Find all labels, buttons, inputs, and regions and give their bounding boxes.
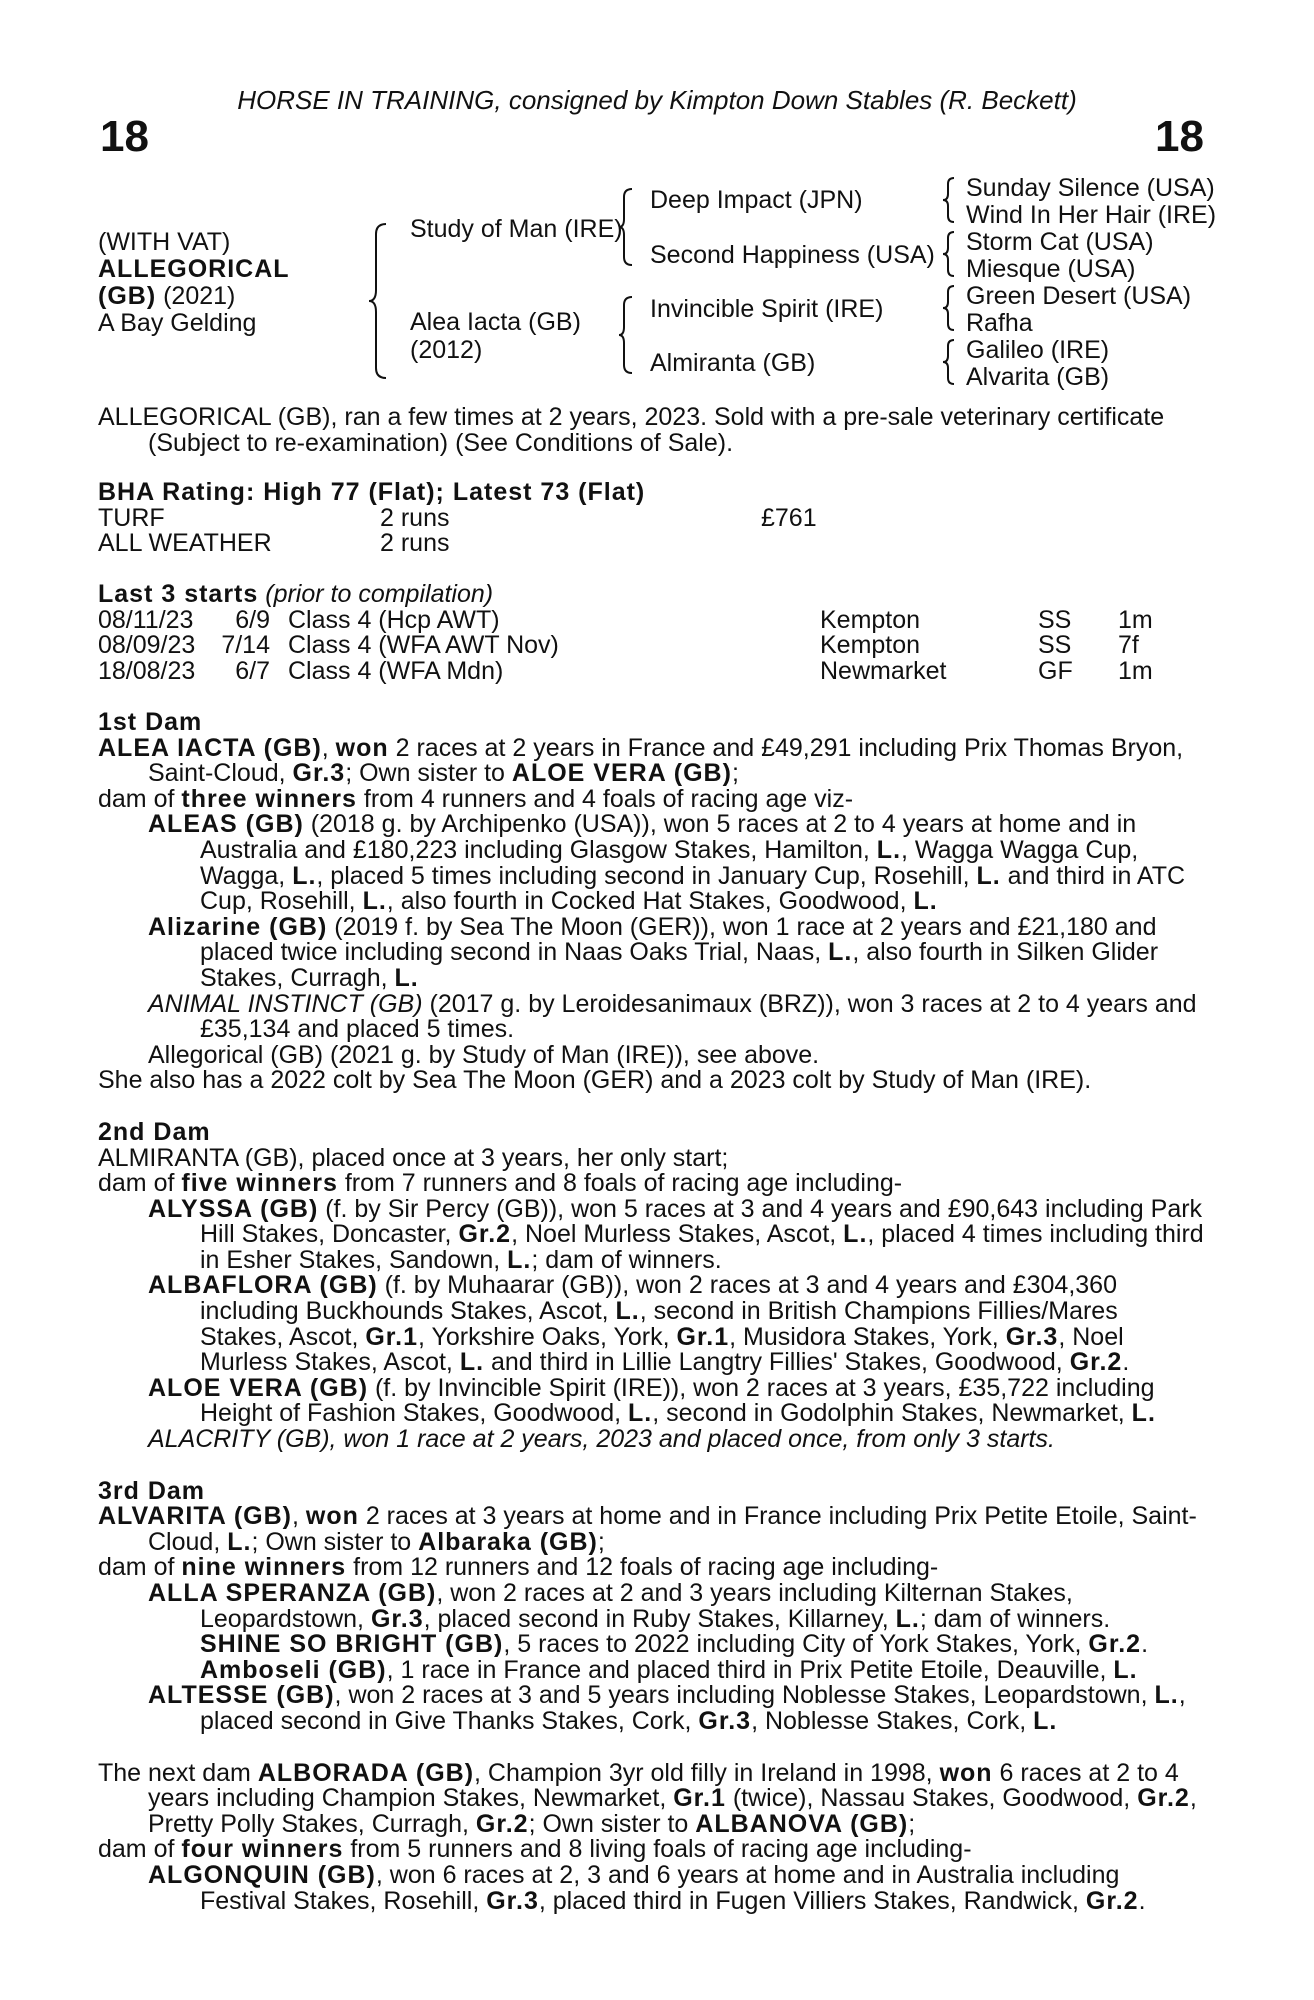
- text-run: ; Own sister to: [345, 759, 512, 788]
- text-run: (twice), Nassau Stakes, Goodwood,: [725, 1784, 1138, 1813]
- list-item: [98, 989, 1208, 1044]
- text-run: , also fourth in Silken Glider Stakes, Curragh,: [200, 938, 1159, 992]
- offspring-name: ALYSSA (GB): [148, 1194, 319, 1223]
- starts-title: Last 3 starts: [98, 580, 259, 608]
- sd-dam: Miesque (USA): [966, 255, 1136, 283]
- text-run: L.: [507, 1245, 532, 1274]
- text-run: three winners: [181, 784, 357, 813]
- dam2-record: ALMIRANTA (GB), placed once at 3 years, her only start;: [98, 1143, 729, 1172]
- turf-label: TURF: [98, 503, 165, 532]
- offspring-name: ALACRITY (GB): [148, 1425, 330, 1454]
- table-row: [98, 531, 817, 557]
- table-row: [98, 608, 1153, 634]
- text-run: ALOE VERA (GB): [511, 759, 732, 788]
- text-run: , second in British Champions Fillies/Mares Stakes, Ascot,: [200, 1297, 1118, 1351]
- sire-name: Study of Man (IRE): [410, 215, 623, 243]
- text-run: , second in Godolphin Stakes, Newmarket,: [652, 1399, 1132, 1428]
- dam-dam: Almiranta (GB): [650, 349, 816, 377]
- dam1-record: [98, 733, 1208, 788]
- list-item: [98, 1581, 1208, 1632]
- sd-brace-icon: [942, 230, 956, 278]
- text-run: Gr.3: [1005, 1322, 1059, 1351]
- text-run: 2 races at 2 years in France and £49,291 including Prix Thomas Bryon, Saint-Cloud,: [148, 733, 1184, 788]
- start-race: Class 4 (Hcp AWT): [288, 605, 500, 634]
- dam1-title: 1st Dam: [98, 708, 203, 736]
- horse-description: A Bay Gelding: [98, 309, 257, 337]
- text-run: L.: [976, 861, 1001, 890]
- rating-table: [98, 503, 817, 558]
- dam-brace-icon: [618, 295, 634, 375]
- text-run: and third in ATC Cup, Rosehill,: [200, 861, 1186, 916]
- text-run: L.: [292, 861, 317, 890]
- text-run: Gr.2: [458, 1220, 512, 1249]
- dam3-name: ALVARITA (GB): [98, 1502, 292, 1531]
- offspring-name: ALLA SPERANZA (GB): [148, 1579, 437, 1607]
- text-run: (f. by Invincible Spirit (IRE)), won 2 races at 3 years, £35,722 including Height of Fashion Stakes, Goodwood,: [200, 1373, 1155, 1428]
- text-run: L.: [227, 1527, 252, 1556]
- text-run: Gr.3: [698, 1706, 752, 1735]
- start-distance: 1m: [1118, 605, 1153, 634]
- text-run: , Noel Murless Stakes, Ascot,: [511, 1220, 844, 1249]
- start-distance: 7f: [1118, 631, 1139, 660]
- starts-table: [98, 605, 1153, 685]
- offspring-name: ALEAS (GB): [148, 810, 304, 839]
- dd-sire: Galileo (IRE): [966, 336, 1110, 364]
- dam2-title: 2nd Dam: [98, 1117, 211, 1146]
- start-position: 7/14: [221, 631, 270, 660]
- start-date: 08/09/23: [98, 631, 196, 660]
- rating-section: [98, 480, 1208, 557]
- text-run: dam of: [98, 1835, 182, 1864]
- text-run: (f. by Muhaarar (GB)), won 2 races at 3 and 4 years and £304,360 including Buckhounds Stakes, Ascot,: [200, 1271, 1117, 1326]
- text-run: , placed third in Fugen Villiers Stakes, Randwick,: [538, 1886, 1086, 1915]
- offspring-name: SHINE SO BRIGHT (GB): [200, 1630, 504, 1659]
- table-row: [98, 633, 1153, 659]
- summary-line-1: ALLEGORICAL (GB), ran a few times at 2 years, 2023. Sold with a pre-sale veterinary certificate: [98, 403, 1165, 431]
- text-run: , placed 5 times including second in January Cup, Rosehill,: [316, 861, 977, 890]
- turf-runs: 2 runs: [380, 503, 450, 532]
- text-run: , placed second in Give Thanks Stakes, Cork,: [200, 1681, 1186, 1735]
- text-run: dam of: [98, 1553, 182, 1582]
- turf-prize: £761: [761, 503, 817, 532]
- text-run: .: [1138, 1886, 1146, 1915]
- consignor-header: HORSE IN TRAINING, consigned by Kimpton Down Stables (R. Beckett): [237, 85, 1077, 115]
- dam1-name: ALEA IACTA (GB): [98, 733, 322, 762]
- starts-section: [98, 582, 1208, 684]
- text-run: won: [939, 1758, 993, 1787]
- starts-heading: [98, 582, 1208, 608]
- text-run: L.: [876, 835, 902, 864]
- text-run: won: [335, 733, 389, 762]
- start-date: 18/08/23: [98, 656, 196, 685]
- text-run: five winners: [181, 1169, 338, 1198]
- ss-sire: Sunday Silence (USA): [966, 174, 1215, 202]
- text-run: , won 2 races at 2 and 3 years including Kilternan Stakes, Leopardstown,: [200, 1579, 1073, 1633]
- text-run: Gr.2: [1085, 1886, 1139, 1915]
- list-item: [98, 1373, 1208, 1428]
- horse-country: (GB): [98, 282, 157, 310]
- text-run: L.: [394, 963, 419, 992]
- dam1-other-foals: She also has a 2022 colt by Sea The Moon (GER) and a 2023 colt by Study of Man (IRE).: [98, 1066, 1092, 1095]
- dam-sire: Invincible Spirit (IRE): [650, 295, 884, 323]
- horse-year: (2021): [156, 282, 236, 310]
- list-item: [98, 812, 1208, 914]
- text-run: Gr.3: [370, 1604, 424, 1633]
- start-going: SS: [1038, 605, 1072, 634]
- text-run: , won 6 races at 2, 3 and 6 years at home and in Australia including Festival Stakes, Rosehill,: [200, 1860, 1120, 1915]
- text-run: ;: [908, 1809, 916, 1838]
- text-run: , won 1 race at 2 years, 2023 and placed once, from only 3 starts.: [329, 1425, 1055, 1454]
- text-run: ALBANOVA (GB): [695, 1809, 909, 1838]
- text-run: , 1 race in France and placed third in Prix Petite Etoile, Deauville,: [386, 1655, 1114, 1684]
- text-run: L.: [895, 1604, 920, 1633]
- text-run: 6 races at 2 to 4 years including Champion Stakes, Newmarket,: [148, 1758, 1179, 1813]
- dd-dam: Alvarita (GB): [966, 363, 1110, 391]
- list-item: [98, 1194, 1208, 1274]
- list-item: [98, 1655, 1208, 1684]
- sire-dam: Second Happiness (USA): [650, 241, 935, 269]
- text-run: L.: [913, 887, 938, 916]
- text-run: Gr.2: [1088, 1630, 1142, 1659]
- list-item: [98, 912, 1208, 992]
- text-run: L.: [828, 938, 853, 967]
- start-position: 6/7: [235, 656, 270, 685]
- table-row: [98, 659, 1153, 685]
- start-going: SS: [1038, 631, 1072, 660]
- text-run: Gr.2: [475, 1809, 529, 1838]
- text-run: Albaraka (GB): [418, 1527, 598, 1556]
- offspring-name: ALGONQUIN (GB): [148, 1860, 376, 1889]
- text-run: .: [1141, 1630, 1149, 1659]
- text-run: L.: [628, 1399, 653, 1428]
- start-course: Kempton: [820, 631, 921, 660]
- text-run: , Champion 3yr old filly in Ireland in 1998,: [474, 1758, 940, 1787]
- text-run: , Yorkshire Oaks, York,: [418, 1322, 677, 1351]
- horse-name: ALLEGORICAL: [98, 255, 290, 283]
- sire-sire: Deep Impact (JPN): [650, 186, 863, 214]
- text-run: (2018 g. by Archipenko (USA)), won 5 races at 2 to 4 years at home and in Australia and £180,223 including Glasgow Stakes, Hamilton,: [200, 810, 1137, 864]
- start-race: Class 4 (WFA Mdn): [288, 656, 504, 685]
- aw-label: ALL WEATHER: [98, 529, 272, 558]
- dam2-produce: [98, 1171, 1208, 1197]
- text-run: Gr.2: [1137, 1784, 1190, 1813]
- dam3-produce: [98, 1555, 1208, 1581]
- start-course: Newmarket: [820, 656, 947, 685]
- next-dam-name: ALBORADA (GB): [257, 1758, 475, 1787]
- dam3-title: 3rd Dam: [98, 1476, 206, 1505]
- aw-runs: 2 runs: [380, 529, 450, 558]
- text-run: won: [305, 1502, 359, 1531]
- text-run: ; dam of winners.: [531, 1245, 722, 1274]
- start-going: GF: [1038, 656, 1073, 685]
- text-run: , Wagga Wagga Cup, Wagga,: [200, 835, 1139, 890]
- text-run: dam of: [98, 1169, 182, 1198]
- text-run: 2 races at 3 years at home and in France including Prix Petite Etoile, Saint-Cloud,: [148, 1502, 1197, 1556]
- offspring-name: ALBAFLORA (GB): [148, 1271, 378, 1300]
- text-run: , Pretty Polly Stakes, Curragh,: [148, 1784, 1197, 1838]
- text-run: , also fourth in Cocked Hat Stakes, Goodwood,: [386, 887, 914, 916]
- text-run: four winners: [181, 1835, 344, 1864]
- offspring-name: ALTESSE (GB): [148, 1681, 335, 1710]
- table-row: [98, 506, 817, 532]
- text-run: L.: [1113, 1655, 1138, 1684]
- text-run: ; Own sister to: [528, 1809, 696, 1838]
- offspring-name: ALOE VERA (GB): [148, 1373, 369, 1402]
- text-run: L.: [362, 887, 387, 916]
- ss-brace-icon: [942, 176, 956, 224]
- text-run: , Noblesse Stakes, Cork,: [751, 1706, 1034, 1735]
- list-item: [98, 1427, 1208, 1453]
- offspring-name: Alizarine (GB): [148, 912, 328, 941]
- next-dam-record: [98, 1758, 1208, 1838]
- offspring-name: ANIMAL INSTINCT (GB): [148, 989, 423, 1018]
- text-run: , 5 races to 2022 including City of York Stakes, York,: [503, 1630, 1089, 1659]
- text-run: , placed 4 times including third in Esher Stakes, Sandown,: [200, 1220, 1204, 1274]
- sd-sire: Storm Cat (USA): [966, 228, 1154, 256]
- starts-note: (prior to compilation): [258, 580, 494, 608]
- list-item: [98, 1683, 1208, 1734]
- text-run: nine winners: [181, 1553, 347, 1582]
- text-run: (2017 g. by Leroidesanimaux (BRZ)), won 3 races at 2 to 4 years and £35,134 and placed 5 times.: [200, 989, 1197, 1044]
- text-run: , placed second in Ruby Stakes, Killarney,: [423, 1604, 896, 1633]
- main-brace-icon: [368, 222, 388, 380]
- vat-note: (WITH VAT): [98, 228, 231, 256]
- text-run: from 4 runners and 4 foals of racing age viz-: [356, 784, 854, 813]
- text-run: , Noel Murless Stakes, Ascot,: [200, 1322, 1124, 1377]
- text-run: L.: [843, 1220, 868, 1249]
- summary: [98, 405, 1208, 456]
- start-course: Kempton: [820, 605, 921, 634]
- text-run: L.: [615, 1297, 640, 1326]
- ss-dam: Wind In Her Hair (IRE): [966, 201, 1217, 229]
- text-run: ,: [321, 733, 336, 762]
- text-run: ,: [291, 1502, 306, 1531]
- text-run: Gr.2: [1069, 1348, 1123, 1377]
- text-run: L.: [1131, 1399, 1156, 1428]
- text-run: ;: [731, 759, 739, 788]
- ds-dam: Rafha: [966, 309, 1033, 337]
- ds-brace-icon: [942, 284, 956, 332]
- text-run: (f. by Sir Percy (GB)), won 5 races at 3 and 4 years and £90,643 including Park Hill Stakes, Doncaster,: [200, 1194, 1203, 1249]
- text-run: .: [1122, 1348, 1130, 1377]
- text-run: dam of: [98, 784, 182, 813]
- text-run: L.: [1154, 1681, 1179, 1710]
- text-run: from 5 runners and 8 living foals of racing age including-: [343, 1835, 972, 1864]
- text-run: Gr.3: [486, 1886, 539, 1915]
- text-run: ; Own sister to: [251, 1527, 419, 1556]
- lot-number-right: 18: [1155, 112, 1204, 161]
- ds-sire: Green Desert (USA): [966, 282, 1192, 310]
- text-run: L.: [459, 1348, 485, 1377]
- summary-line-2: (Subject to re-examination) (See Conditions of Sale).: [148, 428, 734, 457]
- start-race: Class 4 (WFA AWT Nov): [288, 631, 559, 660]
- start-date: 08/11/23: [98, 605, 194, 634]
- next-dam-produce: [98, 1837, 1208, 1863]
- text-run: (2019 f. by Sea The Moon (GER)), won 1 race at 2 years and £21,180 and placed twice including second in Naas Oaks Trial, Naas,: [200, 912, 1157, 967]
- list-item: [98, 1632, 1208, 1658]
- dd-brace-icon: [942, 338, 956, 386]
- dam-year: (2012): [410, 336, 483, 364]
- text-run: L.: [1033, 1706, 1058, 1735]
- text-run: from 12 runners and 12 foals of racing age including-: [346, 1553, 939, 1582]
- rating-title: BHA Rating: High 77 (Flat); Latest 73 (Flat): [98, 478, 646, 506]
- text-run: Gr.3: [292, 759, 346, 788]
- start-position: 6/9: [235, 605, 270, 634]
- horse-origin: [98, 283, 235, 310]
- text-run: and third in Lillie Langtry Fillies' Stakes, Goodwood,: [484, 1348, 1070, 1377]
- dam-name: Alea Iacta (GB): [410, 308, 581, 336]
- start-distance: 1m: [1118, 656, 1153, 685]
- list-item: [98, 1273, 1208, 1375]
- text-run: , Musidora Stakes, York,: [729, 1322, 1006, 1351]
- text-run: ;: [597, 1527, 605, 1556]
- dam3-record: [98, 1504, 1208, 1555]
- list-item: [98, 1860, 1208, 1915]
- text-run: Gr.1: [365, 1322, 419, 1351]
- list-item: Allegorical (GB) (2021 g. by Study of Man (IRE)), see above.: [148, 1040, 820, 1069]
- text-run: ; dam of winners.: [919, 1604, 1111, 1633]
- dam1-produce: [98, 784, 1208, 813]
- text-run: The next dam: [98, 1758, 258, 1787]
- text-run: Gr.1: [676, 1322, 730, 1351]
- text-run: from 7 runners and 8 foals of racing age including-: [337, 1169, 903, 1198]
- dams-section: [98, 710, 1208, 1914]
- text-run: , won 2 races at 3 and 5 years including Noblesse Stakes, Leopardstown,: [334, 1681, 1155, 1710]
- lot-number-left: 18: [100, 112, 149, 161]
- offspring-name: Amboseli (GB): [200, 1655, 387, 1684]
- text-run: Gr.1: [673, 1784, 726, 1813]
